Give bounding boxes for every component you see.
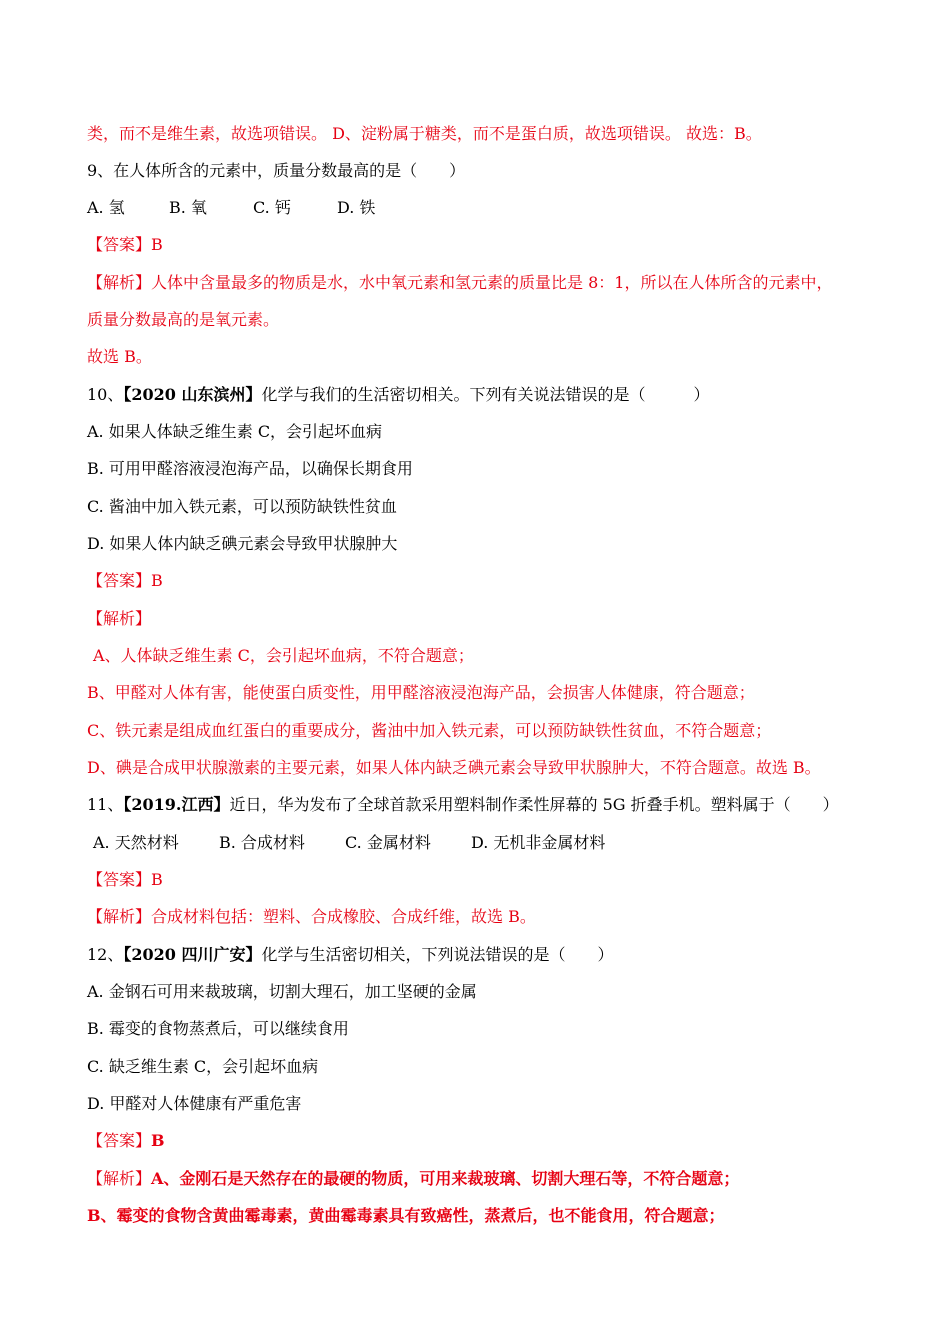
question-10-analysis-tag: 【解析】	[87, 609, 152, 628]
question-9-analysis-2: 质量分数最高的是氧元素。	[87, 310, 280, 329]
question-10-option-b: B. 可用甲醛溶液浸泡海产品，以确保长期食用	[87, 459, 413, 478]
question-10-answer: 【答案】B	[87, 571, 163, 590]
question-10	[87, 383, 710, 407]
question-text: 化学与生活密切相关，下列说法错误的是（ ）	[261, 945, 614, 964]
analysis-tag: 【解析】	[87, 1169, 152, 1188]
option-d: D. 无机非金属材料	[471, 833, 606, 852]
question-9: 9、在人体所含的元素中，质量分数最高的是（ ）	[87, 161, 466, 180]
question-12-option-d: D. 甲醛对人体健康有严重危害	[87, 1094, 302, 1113]
question-source: 【2019.江西】	[123, 795, 230, 814]
prev-analysis-tail: 类，而不是维生素，故选项错误。 D、淀粉属于糖类，而不是蛋白质，故选项错误。 故选：B。	[87, 124, 762, 143]
analysis-text: A、金刚石是天然存在的最硬的物质，可用来裁玻璃、切割大理石等，不符合题意；	[151, 1169, 740, 1188]
option-b: B. 氧	[169, 198, 207, 217]
question-10-explain-b: B、甲醛对人体有害，能使蛋白质变性，用甲醛溶液浸泡海产品，会损害人体健康，符合题意；	[87, 683, 755, 702]
question-text: 近日，华为发布了全球首款采用塑料制作柔性屏幕的 5G 折叠手机。塑料属于（ ）	[229, 795, 839, 814]
question-number: 10、	[87, 385, 124, 404]
analysis-tag: 【解析】	[87, 907, 152, 926]
question-11-options	[93, 831, 605, 855]
question-source: 【2020 四川广安】	[123, 945, 262, 964]
option-c: C. 钙	[253, 198, 291, 217]
question-10-option-d: D. 如果人体内缺乏碘元素会导致甲状腺肿大	[87, 534, 398, 553]
question-12-option-a: A. 金钢石可用来裁玻璃，切割大理石，加工坚硬的金属	[87, 982, 477, 1001]
question-12-answer	[87, 1129, 165, 1153]
option-b: B. 合成材料	[219, 833, 305, 852]
question-11-answer: 【答案】B	[87, 870, 163, 889]
question-9-answer: 【答案】B	[87, 235, 163, 254]
option-a: A. 氢	[87, 198, 125, 217]
option-d: D. 铁	[337, 198, 376, 217]
question-11-analysis	[87, 905, 536, 929]
analysis-tag: 【解析】	[87, 273, 152, 292]
option-a: A. 天然材料	[93, 833, 179, 852]
question-10-option-a: A. 如果人体缺乏维生素 C，会引起坏血病	[87, 422, 383, 441]
question-number: 12、	[87, 945, 124, 964]
analysis-text: 人体中含量最多的物质是水，水中氧元素和氢元素的质量比是 8：1，所以在人体所含的元素中，	[151, 273, 833, 292]
answer-value: B	[151, 1131, 165, 1150]
question-12-explain-a	[87, 1167, 739, 1191]
question-source: 【2020 山东滨州】	[123, 385, 262, 404]
question-12-explain-b: B、霉变的食物含黄曲霉毒素，黄曲霉毒素具有致癌性，蒸煮后，也不能食用，符合题意；	[87, 1206, 725, 1225]
question-11	[87, 793, 839, 817]
question-12	[87, 943, 614, 967]
question-9-analysis-1	[87, 271, 832, 295]
question-10-explain-d: D、碘是合成甲状腺激素的主要元素，如果人体内缺乏碘元素会导致甲状腺肿大，不符合题意。故选 B。	[87, 758, 821, 777]
question-10-explain-c: C、铁元素是组成血红蛋白的重要成分，酱油中加入铁元素，可以预防缺铁性贫血，不符合题意；	[87, 721, 772, 740]
question-text: 化学与我们的生活密切相关。下列有关说法错误的是（ ）	[261, 385, 710, 404]
question-12-option-b: B. 霉变的食物蒸煮后，可以继续食用	[87, 1019, 349, 1038]
question-12-option-c: C. 缺乏维生素 C，会引起坏血病	[87, 1057, 319, 1076]
answer-tag: 【答案】	[87, 1131, 152, 1150]
question-10-explain-a: A、人体缺乏维生素 C，会引起坏血病，不符合题意；	[93, 646, 474, 665]
option-c: C. 金属材料	[345, 833, 431, 852]
question-9-choose: 故选 B。	[87, 347, 152, 366]
question-number: 11、	[87, 795, 124, 814]
question-9-options	[87, 196, 375, 220]
question-10-option-c: C. 酱油中加入铁元素，可以预防缺铁性贫血	[87, 497, 397, 516]
analysis-text: 合成材料包括：塑料、合成橡胶、合成纤维，故选 B。	[151, 907, 536, 926]
